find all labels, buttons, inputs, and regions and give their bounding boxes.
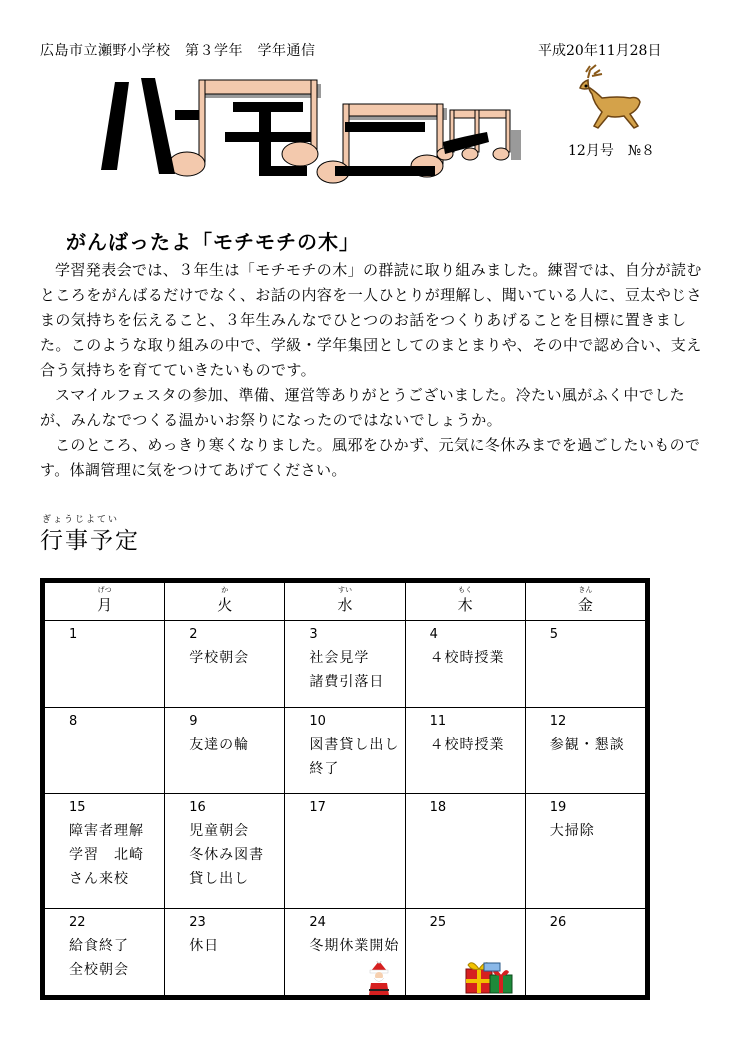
- day-cell: [165, 909, 285, 996]
- day-number: 11: [429, 713, 447, 729]
- day-cell: [525, 621, 645, 708]
- day-number: 22: [69, 915, 86, 931]
- event-text: 図書貸し出し: [309, 736, 400, 753]
- day-number: 18: [429, 800, 447, 816]
- event-text: 貸し出し: [189, 871, 250, 888]
- day-number: 8: [69, 713, 78, 729]
- article-body: [40, 258, 710, 483]
- weekday-ruby: すい: [337, 586, 352, 594]
- event-text: 給食終了: [69, 938, 129, 955]
- music-notes-icon: [95, 70, 525, 190]
- weekday-ruby: げつ: [97, 586, 112, 594]
- event-text: ４校時授業: [429, 736, 505, 753]
- day-cell: [45, 707, 165, 794]
- day-cell: [45, 909, 165, 996]
- day-cell: [165, 621, 285, 708]
- event-text: 社会見学: [309, 650, 370, 666]
- day-number: 24: [309, 915, 326, 931]
- event-text: 終了: [309, 760, 340, 777]
- day-number: 5: [549, 627, 559, 642]
- weekday-label: 水: [337, 596, 353, 614]
- day-number: 12: [549, 713, 567, 729]
- day-cell: [285, 707, 405, 794]
- event-text: さん来校: [69, 871, 129, 888]
- day-number: 19: [549, 800, 567, 816]
- section-title-ruby: ぎょうじよてい: [42, 515, 120, 525]
- article-paragraph: スマイルフェスタの参加、準備、運営等ありがとうございました。冷たい風がふく中でしたが、みんなでつくる温かいお祭りになったのではないでしょうか。: [40, 386, 686, 429]
- section-title: 行事予定: [40, 528, 140, 554]
- day-cell: [405, 707, 525, 794]
- day-number: 23: [189, 915, 206, 931]
- event-text: 参観・懇談: [549, 736, 625, 753]
- day-cell: [285, 794, 405, 909]
- day-cell: [285, 621, 405, 708]
- deer-icon: [568, 64, 650, 130]
- day-cell: [405, 794, 525, 909]
- calendar-table: [44, 582, 646, 996]
- day-cell: [405, 621, 525, 708]
- day-number: 2: [189, 627, 198, 642]
- event-text: 友達の輪: [189, 736, 250, 753]
- issue-date: 平成20年11月28日: [538, 43, 662, 59]
- day-number: 1: [69, 627, 78, 642]
- article-paragraph: このところ、めっきり寒くなりました。風邪をひかず、元気に冬休みまでを過ごしたいものです。体調管理に気をつけてあげてください。: [40, 436, 701, 479]
- article-title: がんばったよ「モチモチの木」: [66, 230, 360, 254]
- weekday-thu: [405, 583, 525, 621]
- event-text: 諸費引落日: [309, 674, 385, 690]
- event-text: 全校朝会: [69, 962, 129, 979]
- schedule-calendar: [40, 578, 650, 1000]
- article-paragraph: 学習発表会では、３年生は「モチモチの木」の群読に取り組みました。練習では、自分が読むところをがんばるだけでなく、お話の内容を一人ひとりが理解し、聞いている人に、豆太やじさまの気持ちを伝えること、３年生みんなでひとつのお話をつくりあげることを目標に置きました。このような取り組みの中で、学級・学年集団としてのまとまりや、その中で認め合い、支え合う気持ちを育てていきたいものです。: [40, 261, 702, 379]
- day-cell: [165, 707, 285, 794]
- event-text: ４校時授業: [429, 650, 505, 666]
- day-cell: [45, 621, 165, 708]
- weekday-fri: [525, 583, 645, 621]
- day-number: 4: [429, 627, 438, 642]
- weekday-label: 火: [217, 596, 233, 614]
- day-number: 25: [429, 915, 447, 931]
- event-text: 冬期休業開始: [309, 938, 400, 955]
- day-number: 10: [309, 713, 326, 729]
- gift-icon: [464, 953, 516, 997]
- weekday-mon: [45, 583, 165, 621]
- day-number: 3: [309, 627, 318, 642]
- newsletter-logo: [95, 70, 525, 190]
- week-row: [45, 909, 646, 996]
- weekday-label: 金: [577, 596, 593, 614]
- event-text: 冬休み図書: [189, 847, 265, 864]
- day-number: 15: [69, 800, 86, 816]
- day-cell: [525, 707, 645, 794]
- day-cell: [525, 794, 645, 909]
- week-row: [45, 707, 646, 794]
- issue-number: 12月号 №８: [568, 143, 656, 159]
- day-number: 9: [189, 713, 198, 729]
- day-cell: [165, 794, 285, 909]
- weekday-header-row: [45, 583, 646, 621]
- event-text: 学習 北崎: [69, 847, 144, 864]
- event-text: 学校朝会: [189, 650, 250, 666]
- weekday-label: 木: [457, 596, 473, 614]
- santa-icon: [363, 961, 393, 997]
- day-number: 17: [309, 800, 326, 816]
- day-cell: [525, 909, 645, 996]
- day-cell: [285, 909, 405, 996]
- day-number: 16: [189, 800, 206, 816]
- week-row: [45, 621, 646, 708]
- event-text: 障害者理解: [69, 823, 144, 840]
- day-cell: [405, 909, 525, 996]
- day-cell: [45, 794, 165, 909]
- event-text: 大掃除: [549, 823, 595, 840]
- weekday-ruby: きん: [578, 586, 593, 594]
- weekday-ruby: か: [221, 586, 229, 594]
- event-text: 休日: [189, 938, 220, 955]
- week-row: [45, 794, 646, 909]
- weekday-ruby: もく: [458, 586, 473, 594]
- event-text: 児童朝会: [189, 823, 250, 840]
- weekday-tue: [165, 583, 285, 621]
- weekday-label: 月: [97, 596, 113, 614]
- weekday-wed: [285, 583, 405, 621]
- day-number: 26: [549, 915, 567, 931]
- school-heading: 広島市立瀬野小学校 第３学年 学年通信: [40, 43, 316, 59]
